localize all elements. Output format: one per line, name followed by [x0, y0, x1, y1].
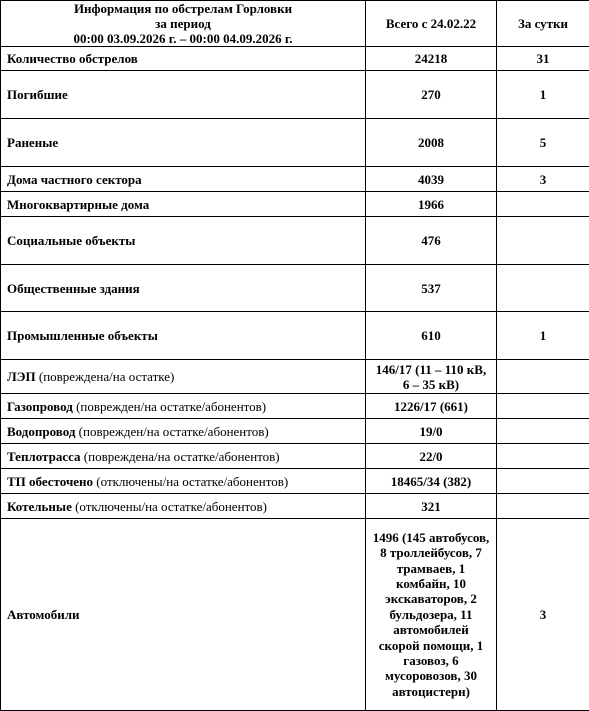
header-total: Всего с 24.02.22 [366, 1, 497, 47]
row-total: 537 [366, 265, 497, 312]
table-row [1, 47, 589, 71]
row-label-main: Автомобили [7, 607, 80, 622]
row-label [1, 47, 366, 71]
row-total: 24218 [366, 47, 497, 71]
row-day [497, 217, 589, 265]
table-row [1, 394, 589, 419]
row-total: 1226/17 (661) [366, 394, 497, 419]
table-row [1, 360, 589, 394]
row-label [1, 360, 366, 394]
header-day: За сутки [497, 1, 589, 47]
row-day: 5 [497, 119, 589, 167]
row-day [497, 444, 589, 469]
row-day: 1 [497, 71, 589, 119]
table-row [1, 71, 589, 119]
row-day [497, 469, 589, 494]
row-label-main: Многоквартирные дома [7, 197, 149, 212]
row-total: 1966 [366, 192, 497, 217]
row-label-note: (поврежден/на остатке/абонентов) [75, 424, 268, 439]
table-row [1, 119, 589, 167]
row-label-main: ТП обесточено [7, 474, 93, 489]
header-row [1, 1, 589, 47]
row-label-main: Раненые [7, 135, 58, 150]
row-label-main: Котельные [7, 499, 72, 514]
row-label [1, 217, 366, 265]
row-day [497, 192, 589, 217]
row-day: 3 [497, 167, 589, 192]
row-label [1, 119, 366, 167]
table-row [1, 419, 589, 444]
row-label-main: Дома частного сектора [7, 172, 142, 187]
row-label-note: (поврежден/на остатке/абонентов) [73, 399, 266, 414]
table-row [1, 444, 589, 469]
table-row [1, 312, 589, 360]
row-day [497, 494, 589, 519]
row-total: 19/0 [366, 419, 497, 444]
row-label-main: Промышленные объекты [7, 328, 158, 343]
row-day: 1 [497, 312, 589, 360]
row-label-main: Общественные здания [7, 281, 140, 296]
row-label-note: (отключены/на остатке/абонентов) [93, 474, 288, 489]
row-total: 146/17 (11 – 110 кВ, 6 – 35 кВ) [366, 360, 497, 394]
row-label-note: (повреждена/на остатке) [36, 369, 175, 384]
row-total: 4039 [366, 167, 497, 192]
row-label [1, 419, 366, 444]
row-total: 18465/34 (382) [366, 469, 497, 494]
row-label-main: Погибшие [7, 87, 68, 102]
row-label-note: (повреждена/на остатке/абонентов) [81, 449, 280, 464]
table-row [1, 519, 589, 711]
row-label-main: Социальные объекты [7, 233, 135, 248]
table-row [1, 469, 589, 494]
row-day: 31 [497, 47, 589, 71]
table-row [1, 167, 589, 192]
row-total: 610 [366, 312, 497, 360]
row-day [497, 419, 589, 444]
row-label [1, 312, 366, 360]
row-total: 270 [366, 71, 497, 119]
row-total: 1496 (145 автобусов, 8 троллейбусов, 7 трамваев, 1 комбайн, 10 экскаваторов, 2 бульдозера, 11 автомобилей скорой помощи, 1 газовоз, 6 мусоровозов, 30 автоцистерн) [366, 519, 497, 711]
header-title [1, 1, 366, 47]
row-label [1, 265, 366, 312]
row-day [497, 265, 589, 312]
row-label [1, 167, 366, 192]
row-label [1, 444, 366, 469]
row-label [1, 394, 366, 419]
row-label-main: Количество обстрелов [7, 51, 138, 66]
row-label [1, 494, 366, 519]
table-row [1, 265, 589, 312]
header-title-line: Информация по обстрелам Горловки [7, 1, 359, 16]
row-day: 3 [497, 519, 589, 711]
table-row [1, 192, 589, 217]
row-label-main: Газопровод [7, 399, 73, 414]
header-title-line: за период [7, 16, 359, 31]
row-total: 321 [366, 494, 497, 519]
row-label-note: (отключены/на остатке/абонентов) [72, 499, 267, 514]
row-day [497, 394, 589, 419]
row-total: 22/0 [366, 444, 497, 469]
header-title-line: 00:00 03.09.2026 г. – 00:00 04.09.2026 г. [7, 31, 359, 46]
row-total: 476 [366, 217, 497, 265]
row-label-main: Теплотрасса [7, 449, 81, 464]
row-label [1, 519, 366, 711]
row-label [1, 192, 366, 217]
table-row [1, 494, 589, 519]
row-total: 2008 [366, 119, 497, 167]
row-label-main: Водопровод [7, 424, 75, 439]
row-label [1, 71, 366, 119]
row-day [497, 360, 589, 394]
row-label [1, 469, 366, 494]
row-label-main: ЛЭП [7, 369, 36, 384]
table-row [1, 217, 589, 265]
